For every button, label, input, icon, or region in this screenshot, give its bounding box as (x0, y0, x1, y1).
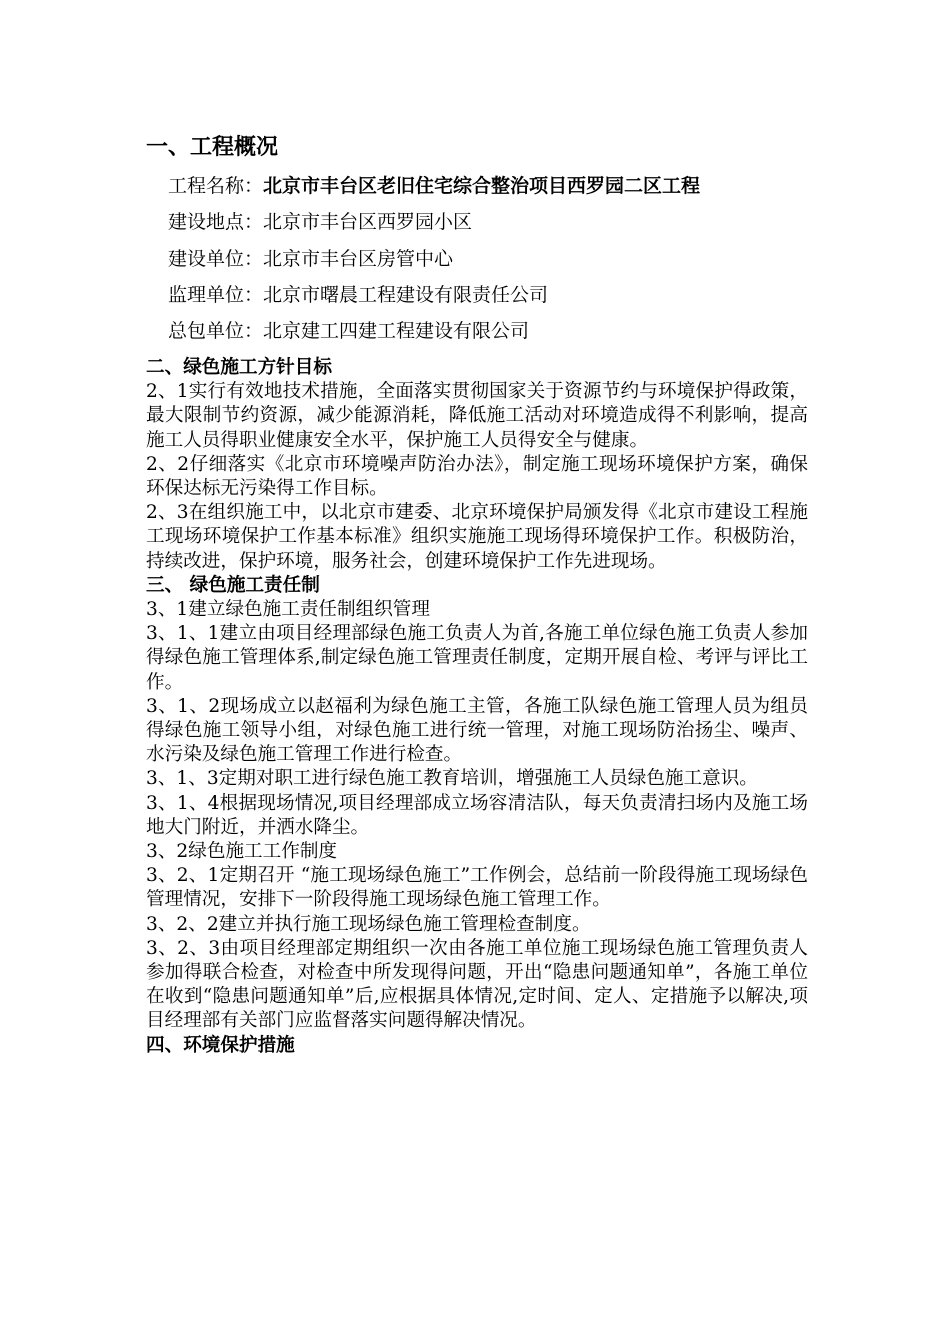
project-name-value: 北京市丰台区老旧住宅综合整治项目西罗园二区工程 (263, 175, 701, 197)
paragraph-2-1: 2、1实行有效地技术措施，全面落实贯彻国家关于资源节约与环境保护得政策，最大限制节约资源，减少能源消耗，降低施工活动对环境造成得不利影响，提高施工人员得职业健康安全水平，保护施工人员得安全与健康。 (146, 381, 808, 451)
project-name-label: 工程名称： (168, 175, 264, 197)
paragraph-2-2: 2、2仔细落实《北京市环境噪声防治办法》，制定施工现场环境保护方案，确保环保达标无污染得工作目标。 (146, 453, 808, 500)
paragraph-3-2: 3、2绿色施工工作制度 (146, 841, 338, 863)
general-contractor-label: 总包单位： (168, 320, 264, 342)
construction-unit-value: 北京市丰台区房管中心 (263, 248, 454, 270)
paragraph-3-1-3: 3、1、3定期对职工进行绿色施工教育培训，增强施工人员绿色施工意识。 (146, 768, 758, 790)
paragraph-3-1: 3、1建立绿色施工责任制组织管理 (146, 599, 430, 621)
general-contractor-row (168, 317, 529, 345)
paragraph-3-2-2: 3、2、2建立并执行施工现场绿色施工管理检查制度。 (146, 913, 591, 935)
section-heading-project-overview: 一、工程概况 (146, 135, 279, 160)
construction-site-row (168, 208, 472, 236)
document-body (146, 356, 808, 1058)
section-heading-environmental-protection: 四、环境保护措施 (146, 1034, 295, 1056)
paragraph-3-1-4: 3、1、4根据现场情况,项目经理部成立场容清洁队，每天负责清扫场内及施工场地大门附近，并洒水降尘。 (146, 792, 808, 838)
section-heading-green-goals: 二、绿色施工方针目标 (146, 357, 332, 378)
construction-site-label: 建设地点： (168, 211, 264, 233)
construction-unit-label: 建设单位： (168, 248, 264, 270)
paragraph-2-3: 2、3在组织施工中，以北京市建委、北京环境保护局颁发得《北京市建设工程施工现场环境保护工作基本标准》组织实施施工现场得环境保护工作。积极防治，持续改进，保护环境，服务社会，创建环境保护工作先进现场。 (146, 502, 808, 572)
construction-site-value: 北京市丰台区西罗园小区 (263, 211, 473, 233)
supervision-unit-value: 北京市曙晨工程建设有限责任公司 (263, 284, 549, 306)
paragraph-3-1-1: 3、1、1建立由项目经理部绿色施工负责人为首,各施工单位绿色施工负责人参加得绿色施工管理体系,制定绿色施工管理责任制度，定期开展自检、考评与评比工作。 (146, 623, 808, 693)
paragraph-3-2-1: 3、2、1定期召开 “施工现场绿色施工”工作例会，总结前一阶段得施工现场绿色管理情况，安排下一阶段得施工现场绿色施工管理工作。 (146, 865, 808, 911)
paragraph-3-1-2: 3、1、2现场成立以赵福利为绿色施工主管，各施工队绿色施工管理人员为组员得绿色施工领导小组，对绿色施工进行统一管理，对施工现场防治扬尘、噪声、水污染及绿色施工管理工作进行检查。 (146, 695, 808, 766)
construction-unit-row (168, 245, 453, 273)
section-heading-responsibility: 三、 绿色施工责任制 (146, 574, 320, 596)
general-contractor-value: 北京建工四建工程建设有限公司 (263, 320, 530, 342)
supervision-unit-label: 监理单位： (168, 284, 264, 306)
supervision-unit-row (168, 281, 548, 309)
paragraph-3-2-3: 3、2、3由项目经理部定期组织一次由各施工单位施工现场绿色施工管理负责人参加得联合检查，对检查中所发现得问题，开出“隐患问题通知单”，各施工单位在收到“隐患问题通知单”后,应根据具体情况,定时间、定人、定措施予以解决,项目经理部有关部门应监督落实问题得解决情况。 (146, 937, 808, 1032)
project-name-row (168, 172, 700, 200)
